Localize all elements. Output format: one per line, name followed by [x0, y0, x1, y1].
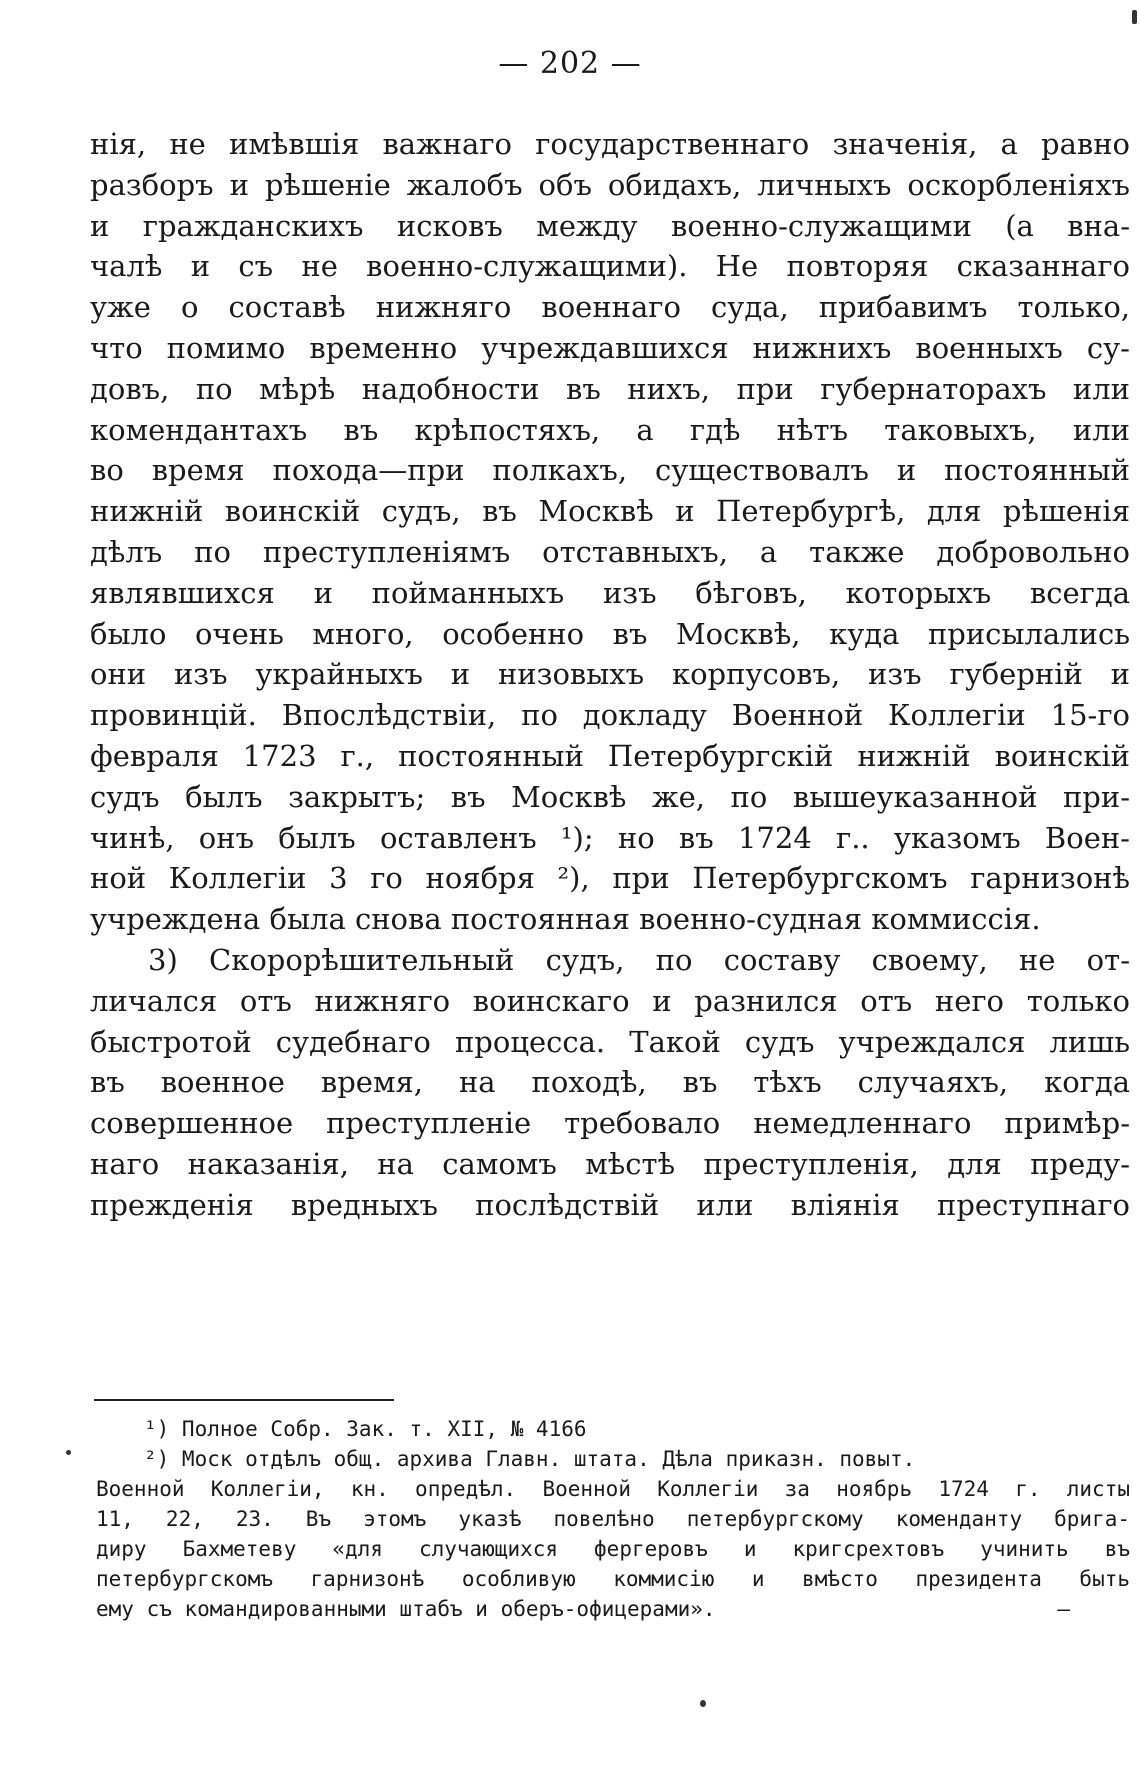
body-line: въ военное время, на походѣ, въ тѣхъ случаяхъ, когда — [90, 1065, 1130, 1100]
body-line: нижній воинскій судъ, въ Москвѣ и Петербургѣ, для рѣшенія — [90, 494, 1130, 529]
footnote-mark: – — [1057, 1597, 1070, 1621]
footnote-line: ему съ командированными штабъ и оберъ-офицерами». — [96, 1597, 716, 1621]
body-line: было очень много, особенно въ Москвѣ, куда присылались — [90, 616, 1130, 651]
body-line: разборъ и рѣшеніе жалобъ объ обидахъ, личныхъ оскорбленіяхъ — [90, 167, 1130, 202]
body-line: наго наказанія, на самомъ мѣстѣ преступленія, для преду- — [90, 1146, 1130, 1181]
body-line: что помимо временно учреждавшихся нижнихъ военныхъ су- — [90, 330, 1130, 365]
body-line: февраля 1723 г., постоянный Петербургскій нижній воинскій — [90, 738, 1130, 773]
page-number: — 202 — — [498, 46, 642, 81]
scan-speck — [700, 1700, 706, 1707]
body-line: прежденія вредныхъ послѣдствій или вліянія преступнаго — [90, 1187, 1130, 1222]
body-text — [90, 124, 1130, 1226]
body-line: совершенное преступленіе требовало немедленнаго примѣр- — [90, 1106, 1130, 1141]
footnote-line: петербургскомъ гарнизонѣ особливую коммисію и вмѣсто президента быть — [96, 1567, 1130, 1591]
paragraph-start-line: 3) Скорорѣшительный судъ, по составу своему, не от- — [148, 942, 1130, 977]
body-line: учреждена была снова постоянная военно-судная коммиссія. — [90, 902, 1041, 937]
body-line: они изъ украйныхъ и низовыхъ корпусовъ, изъ губерній и — [90, 657, 1130, 692]
body-line: комендантахъ въ крѣпостяхъ, а гдѣ нѣтъ таковыхъ, или — [90, 412, 1130, 447]
body-line: и гражданскихъ исковъ между военно-служащими (а вна- — [90, 208, 1130, 243]
footnotes — [96, 1414, 1130, 1624]
footnote-divider — [94, 1399, 394, 1401]
body-line: ной Коллегіи 3 го ноября ²), при Петербургскомъ гарнизонѣ — [90, 861, 1130, 896]
body-line: провинцій. Впослѣдствіи, по докладу Военной Коллегіи 15-го — [90, 698, 1130, 733]
body-line: судъ былъ закрытъ; въ Москвѣ же, по вышеуказанной при- — [90, 779, 1130, 814]
body-line: чинѣ, онъ былъ оставленъ ¹); но въ 1724 г.. указомъ Воен- — [90, 820, 1130, 855]
body-line: уже о составѣ нижняго военнаго суда, прибавимъ только, — [90, 290, 1130, 325]
body-line: быстротой судебнаго процесса. Такой судъ учреждался лишь — [90, 1024, 1130, 1059]
body-line: чалѣ и съ не военно-служащими). Не повторяя сказаннаго — [90, 249, 1130, 284]
footnote-line: ¹) Полное Собр. Зак. т. XII, № 4166 — [144, 1417, 587, 1441]
body-line: личался отъ нижняго воинскаго и разнился отъ него только — [90, 983, 1130, 1018]
body-line: во время похода—при полкахъ, существовалъ и постоянный — [90, 453, 1130, 488]
scan-speck — [66, 1450, 71, 1455]
body-line: дѣлъ по преступленіямъ отставныхъ, а также добровольно — [90, 534, 1130, 569]
footnote-line: Военной Коллегіи, кн. опредѣл. Военной Коллегіи за ноябрь 1724 г. листы — [96, 1477, 1130, 1501]
footnote-line: диру Бахметеву «для случающихся фергеровъ и кригсрехтовъ учинить въ — [96, 1537, 1130, 1561]
footnote-line: 11, 22, 23. Въ этомъ указѣ повелѣно петербургскому коменданту брига- — [96, 1507, 1130, 1531]
footnote-line: ²) Моск отдѣлъ общ. архива Главн. штата. Дѣла приказн. повыт. — [144, 1447, 916, 1471]
scan-speck — [1132, 10, 1137, 24]
body-line: являвшихся и пойманныхъ изъ бѣговъ, которыхъ всегда — [90, 575, 1130, 610]
body-line: довъ, по мѣрѣ надобности въ нихъ, при губернаторахъ или — [90, 371, 1130, 406]
body-line: нія, не имѣвшія важнаго государственнаго значенія, а равно — [90, 127, 1130, 161]
